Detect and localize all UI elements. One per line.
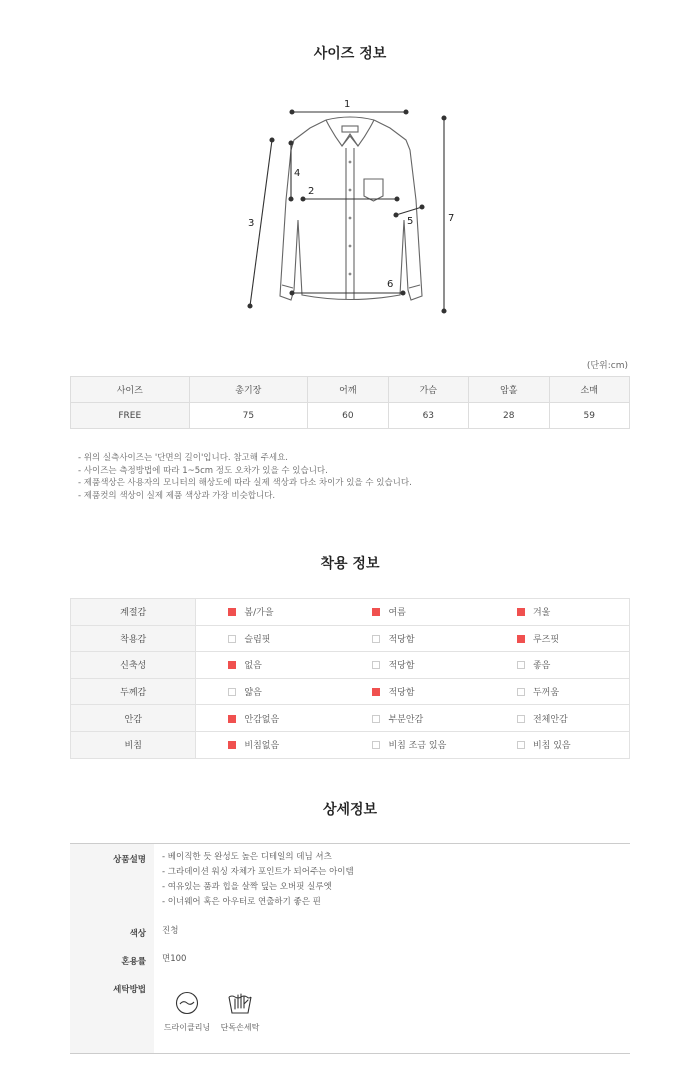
size-table-header-row — [71, 377, 630, 403]
fit-option — [196, 678, 341, 705]
fit-option-label: 없음 — [244, 661, 262, 672]
unchecked-box-icon — [517, 688, 525, 696]
wash-item-dry-clean — [162, 990, 212, 1033]
shirt-size-diagram — [230, 90, 470, 330]
fit-option-label: 적당함 — [388, 688, 415, 699]
fit-option — [196, 731, 341, 758]
diagram-number-2: 2 — [308, 186, 315, 197]
fit-option-label: 여름 — [388, 608, 406, 619]
note-line: - 제품색상은 사용자의 모니터의 해상도에 따라 실제 색상과 다소 차이가 있을 수 있습니다. — [78, 478, 412, 488]
description-label: 상품설명 — [113, 855, 146, 865]
detail-label-column — [70, 844, 154, 1053]
note-line: - 제품컷의 색상이 실제 제품 색상과 가장 비슷합니다. — [78, 490, 276, 501]
description-line: - 베이직한 듯 완성도 높은 디테일의 데님 셔츠 — [162, 852, 332, 862]
unchecked-box-icon — [228, 688, 236, 696]
size-cell: 60 — [308, 403, 388, 429]
fit-option — [485, 731, 630, 758]
fit-option-label: 봄/가을 — [244, 608, 274, 619]
fit-option — [340, 625, 485, 652]
fit-option — [340, 678, 485, 705]
fit-option-label: 전체안감 — [532, 714, 568, 725]
color-label: 색상 — [129, 929, 146, 939]
fit-option — [485, 678, 630, 705]
fit-option-label: 루즈핏 — [532, 634, 560, 645]
fit-row-label: 안감 — [71, 705, 196, 732]
fit-option-label: 적당함 — [388, 661, 415, 672]
checked-box-icon — [372, 688, 380, 696]
fit-row-label: 비침 — [71, 731, 196, 758]
size-cell: 59 — [549, 403, 630, 429]
diagram-number-4: 4 — [294, 168, 301, 179]
size-table — [70, 376, 630, 429]
note-line: - 위의 실측사이즈는 '단면의 길이'입니다. 참고해 주세요. — [78, 453, 288, 463]
fit-option-label: 겨울 — [532, 608, 551, 619]
fit-option-label: 비침없음 — [244, 741, 280, 752]
color-value: 진청 — [162, 926, 179, 936]
diagram-number-1: 1 — [344, 99, 351, 110]
size-header-cell: 소매 — [549, 377, 630, 403]
diagram-number-6: 6 — [387, 279, 394, 290]
size-header-cell: 어깨 — [308, 377, 388, 403]
unchecked-box-icon — [517, 715, 525, 723]
fit-option — [485, 599, 630, 626]
unit-label: (단위:cm) — [586, 361, 628, 371]
checked-box-icon — [228, 741, 236, 749]
description-line: - 이너웨어 혹은 아우터로 연출하기 좋은 핀 — [162, 897, 321, 907]
fit-option — [196, 652, 341, 679]
detail-section-title: 상세정보 — [322, 802, 378, 818]
fit-row-label: 신축성 — [71, 652, 196, 679]
fit-row — [71, 625, 630, 652]
fit-row-label: 두께감 — [71, 678, 196, 705]
size-header-cell: 사이즈 — [71, 377, 190, 403]
checked-box-icon — [372, 608, 380, 616]
fit-option-label: 두꺼움 — [532, 688, 560, 699]
fit-option — [485, 652, 630, 679]
checked-box-icon — [228, 661, 236, 669]
checked-box-icon — [228, 715, 236, 723]
fit-section-title: 착용 정보 — [320, 556, 380, 572]
fit-option — [485, 625, 630, 652]
fit-row-label: 계절감 — [71, 599, 196, 626]
fit-option — [340, 652, 485, 679]
unchecked-box-icon — [517, 741, 525, 749]
hand-wash-icon — [226, 988, 254, 1016]
fit-table — [70, 598, 630, 759]
description-line: - 그라데이션 워싱 자체가 포인트가 되어주는 아이템 — [162, 867, 354, 877]
fit-row — [71, 731, 630, 758]
size-header-cell: 총기장 — [189, 377, 308, 403]
fit-option-label: 좋음 — [532, 661, 551, 672]
unchecked-box-icon — [372, 635, 380, 643]
fit-option-label: 비침 조금 있음 — [388, 741, 447, 752]
checked-box-icon — [517, 635, 525, 643]
size-cell: 28 — [469, 403, 549, 429]
fit-option-label: 부분안감 — [388, 714, 424, 725]
fit-option — [340, 599, 485, 626]
unchecked-box-icon — [372, 741, 380, 749]
fit-option — [340, 731, 485, 758]
size-cell: 63 — [388, 403, 468, 429]
fit-option — [196, 625, 341, 652]
checked-box-icon — [228, 608, 236, 616]
fit-option — [196, 705, 341, 732]
size-cell: 75 — [189, 403, 308, 429]
size-header-cell: 암홀 — [469, 377, 549, 403]
fit-option-label: 적당함 — [388, 634, 415, 645]
material-value: 면100 — [162, 954, 187, 964]
size-section-title: 사이즈 정보 — [313, 46, 387, 62]
wash-label: 세탁방법 — [113, 985, 146, 995]
fit-option-label: 비침 있음 — [532, 741, 571, 752]
diagram-number-3: 3 — [248, 218, 255, 229]
fit-option — [340, 705, 485, 732]
material-label: 혼용률 — [121, 957, 146, 967]
diagram-number-7: 7 — [448, 213, 455, 224]
description-text — [162, 850, 354, 910]
fit-option-label: 얇음 — [244, 688, 262, 699]
size-cell: FREE — [71, 403, 190, 429]
wash-item-label: 단독손세탁 — [220, 1023, 260, 1032]
fit-row — [71, 678, 630, 705]
detail-table — [70, 843, 630, 1054]
fit-option-label: 슬림핏 — [244, 634, 271, 645]
unchecked-box-icon — [372, 715, 380, 723]
unchecked-box-icon — [372, 661, 380, 669]
note-line: - 사이즈는 측정방법에 따라 1~5cm 정도 오차가 있을 수 있습니다. — [78, 465, 328, 476]
wash-item-label: 드라이클리닝 — [163, 1023, 211, 1032]
dry-clean-icon — [174, 990, 200, 1016]
description-line: - 여유있는 품과 힙을 살짝 덮는 오버핏 실루엣 — [162, 882, 332, 892]
size-notes — [78, 452, 412, 502]
unchecked-box-icon — [517, 661, 525, 669]
fit-row-label: 착용감 — [71, 625, 196, 652]
fit-row — [71, 599, 630, 626]
fit-option-label: 안감없음 — [244, 714, 280, 725]
fit-option — [196, 599, 341, 626]
size-table-row — [71, 403, 630, 429]
fit-option — [485, 705, 630, 732]
unchecked-box-icon — [228, 635, 236, 643]
checked-box-icon — [517, 608, 525, 616]
diagram-number-5: 5 — [407, 216, 414, 227]
fit-row — [71, 705, 630, 732]
wash-item-hand-wash — [217, 988, 263, 1033]
size-header-cell: 가슴 — [388, 377, 468, 403]
fit-row — [71, 652, 630, 679]
